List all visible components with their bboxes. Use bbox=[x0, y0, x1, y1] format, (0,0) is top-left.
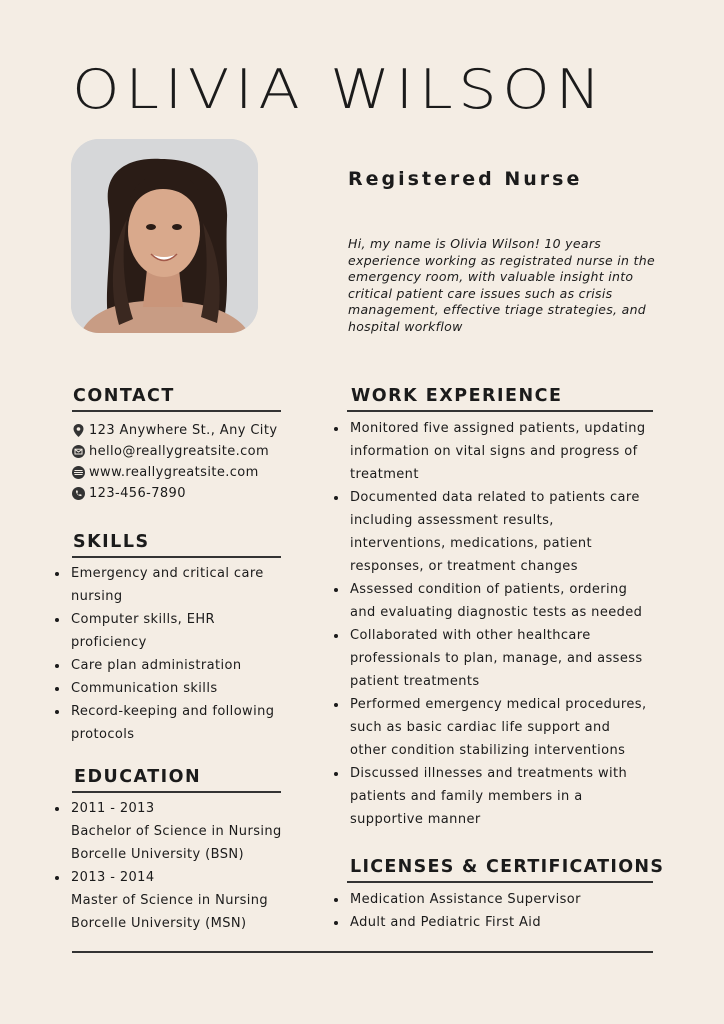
education-item bbox=[54, 866, 284, 935]
contact-website-text: www.reallygreatsite.com bbox=[89, 465, 259, 480]
job-title: Registered Nurse bbox=[348, 168, 583, 190]
contact-list bbox=[72, 420, 277, 504]
contact-phone[interactable] bbox=[72, 483, 277, 504]
licenses-heading: LICENSES & CERTIFICATIONS bbox=[350, 857, 665, 877]
education-degree: Master of Science in Nursing bbox=[71, 893, 269, 908]
skill-item: Care plan administration bbox=[54, 654, 276, 677]
contact-phone-text: 123-456-7890 bbox=[89, 486, 186, 501]
education-degree: Bachelor of Science in Nursing bbox=[71, 824, 282, 839]
skill-item: Computer skills, EHR proficiency bbox=[54, 608, 276, 654]
work-item: Monitored five assigned patients, updating information on vital signs and progress of treatment bbox=[333, 417, 649, 486]
education-years: 2011 - 2013 bbox=[71, 801, 155, 816]
contact-email-text: hello@reallygreatsite.com bbox=[89, 444, 270, 459]
profile-photo bbox=[71, 139, 258, 333]
work-item: Performed emergency medical procedures, such as basic cardiac life support and other condition stabilizing interventions bbox=[333, 693, 649, 762]
work-item: Collaborated with other healthcare professionals to plan, manage, and assess patient treatments bbox=[333, 624, 649, 693]
license-item: Medication Assistance Supervisor bbox=[333, 888, 649, 911]
licenses-divider bbox=[347, 881, 653, 883]
education-school: Borcelle University (BSN) bbox=[71, 847, 244, 862]
licenses-list bbox=[333, 888, 649, 934]
skills-divider bbox=[72, 556, 281, 558]
education-item bbox=[54, 797, 284, 866]
work-experience-list bbox=[333, 417, 649, 831]
contact-email[interactable] bbox=[72, 441, 277, 462]
education-heading: EDUCATION bbox=[74, 767, 202, 787]
footer-divider bbox=[72, 951, 653, 953]
contact-address bbox=[72, 420, 277, 441]
work-experience-heading: WORK EXPERIENCE bbox=[351, 386, 563, 406]
contact-divider bbox=[72, 410, 281, 412]
education-list bbox=[54, 797, 284, 935]
work-item: Discussed illnesses and treatments with patients and family members in a supportive manner bbox=[333, 762, 649, 831]
location-pin-icon bbox=[72, 424, 85, 437]
phone-icon bbox=[72, 487, 85, 500]
education-divider bbox=[72, 791, 281, 793]
skill-item: Emergency and critical care nursing bbox=[54, 562, 276, 608]
contact-website[interactable] bbox=[72, 462, 277, 483]
profile-summary: Hi, my name is Olivia Wilson! 10 years experience working as registrated nurse in the emergency room, with valuable insight into critical patient care issues such as crisis management, effective triage strategies, and hospital workflow bbox=[348, 236, 655, 334]
contact-heading: CONTACT bbox=[73, 386, 175, 406]
work-experience-divider bbox=[347, 410, 653, 412]
education-school: Borcelle University (MSN) bbox=[71, 916, 247, 931]
email-icon bbox=[72, 445, 85, 458]
resume-name: OLIVIA WILSON bbox=[72, 58, 607, 121]
work-item: Assessed condition of patients, ordering and evaluating diagnostic tests as needed bbox=[333, 578, 649, 624]
skills-heading: SKILLS bbox=[73, 532, 150, 552]
contact-address-text: 123 Anywhere St., Any City bbox=[89, 423, 278, 438]
skill-item: Record-keeping and following protocols bbox=[54, 700, 276, 746]
work-item: Documented data related to patients care including assessment results, interventions, medications, patient responses, or treatment changes bbox=[333, 486, 649, 578]
skills-list bbox=[54, 562, 276, 746]
license-item: Adult and Pediatric First Aid bbox=[333, 911, 649, 934]
education-years: 2013 - 2014 bbox=[71, 870, 155, 885]
skill-item: Communication skills bbox=[54, 677, 276, 700]
globe-icon bbox=[72, 466, 85, 479]
